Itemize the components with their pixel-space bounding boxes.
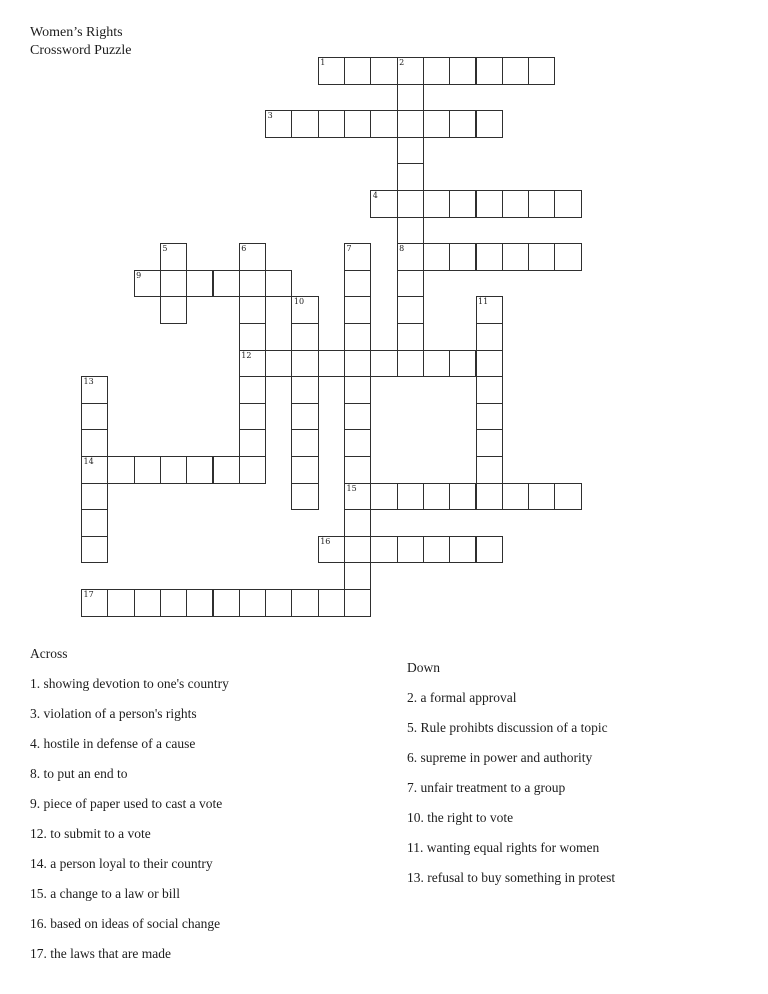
grid-cell-r1c12 — [397, 84, 424, 112]
grid-cell-r0c14 — [449, 57, 476, 85]
grid-cell-r15c4 — [186, 456, 213, 484]
grid-cell-r18c14 — [449, 536, 476, 564]
cell-number-14: 14 — [83, 457, 94, 466]
grid-cell-r7c13 — [423, 243, 450, 271]
across-clue-7: 15. a change to a law or bill — [30, 886, 180, 901]
cell-number-7: 7 — [346, 244, 352, 254]
grid-cell-r8c3 — [160, 270, 187, 298]
grid-cell-r7c3 — [160, 243, 187, 271]
grid-cell-r14c15 — [476, 429, 503, 457]
grid-cell-r10c12 — [397, 323, 424, 351]
grid-cell-r14c0 — [81, 429, 108, 457]
across-clue-8: 16. based on ideas of social change — [30, 916, 221, 931]
grid-cell-r0c12 — [397, 57, 424, 85]
grid-cell-r15c3 — [160, 456, 187, 484]
down-clue-list — [407, 687, 615, 897]
grid-cell-r7c12 — [397, 243, 424, 271]
grid-cell-r12c15 — [476, 376, 503, 404]
grid-cell-r0c15 — [476, 57, 503, 85]
grid-cell-r11c13 — [423, 350, 450, 378]
across-clue-4: 9. piece of paper used to cast a vote — [30, 796, 223, 811]
grid-cell-r12c0 — [81, 376, 108, 404]
grid-cell-r8c2 — [134, 270, 161, 298]
grid-cell-r13c6 — [239, 403, 266, 431]
grid-cell-r15c10 — [344, 456, 371, 484]
grid-cell-r16c18 — [554, 483, 581, 511]
grid-cell-r18c0 — [81, 536, 108, 564]
grid-cell-r15c5 — [213, 456, 240, 484]
grid-cell-r16c15 — [476, 483, 503, 511]
down-clue-0: 2. a formal approval — [407, 690, 517, 705]
grid-cell-r9c15 — [476, 296, 503, 324]
cell-number-3: 3 — [267, 111, 273, 121]
grid-cell-r17c10 — [344, 509, 371, 537]
grid-cell-r10c8 — [291, 323, 318, 351]
grid-cell-r16c12 — [397, 483, 424, 511]
grid-cell-r12c8 — [291, 376, 318, 404]
cell-number-1: 1 — [320, 58, 326, 67]
grid-cell-r0c10 — [344, 57, 371, 85]
cell-number-16: 16 — [320, 536, 331, 546]
grid-cell-r20c5 — [213, 589, 240, 617]
grid-cell-r15c15 — [476, 456, 503, 484]
grid-cell-r14c6 — [239, 429, 266, 457]
down-clues-section — [407, 657, 615, 897]
grid-cell-r16c14 — [449, 483, 476, 511]
grid-cell-r2c10 — [344, 110, 371, 138]
grid-cell-r20c8 — [291, 589, 318, 617]
cell-number-5: 5 — [162, 244, 168, 254]
grid-cell-r5c12 — [397, 190, 424, 218]
grid-cell-r13c8 — [291, 403, 318, 431]
across-clue-1: 3. violation of a person's rights — [30, 706, 197, 721]
grid-cell-r9c3 — [160, 296, 187, 324]
grid-cell-r7c17 — [528, 243, 555, 271]
grid-cell-r0c17 — [528, 57, 555, 85]
grid-cell-r0c13 — [423, 57, 450, 85]
down-heading: Down — [407, 660, 440, 675]
grid-cell-r5c11 — [370, 190, 397, 218]
grid-cell-r7c15 — [476, 243, 503, 271]
across-clue-2: 4. hostile in defense of a cause — [30, 736, 196, 751]
grid-cell-r11c12 — [397, 350, 424, 378]
grid-cell-r10c15 — [476, 323, 503, 351]
grid-cell-r20c7 — [265, 589, 292, 617]
grid-cell-r7c14 — [449, 243, 476, 271]
across-clue-6: 14. a person loyal to their country — [30, 856, 213, 871]
grid-cell-r5c13 — [423, 190, 450, 218]
grid-cell-r13c0 — [81, 403, 108, 431]
grid-cell-r20c2 — [134, 589, 161, 617]
grid-cell-r16c17 — [528, 483, 555, 511]
grid-cell-r18c11 — [370, 536, 397, 564]
grid-cell-r3c12 — [397, 137, 424, 165]
grid-cell-r18c15 — [476, 536, 503, 564]
grid-cell-r7c10 — [344, 243, 371, 271]
grid-cell-r20c0 — [81, 589, 108, 617]
cell-number-17: 17 — [83, 590, 94, 599]
down-clue-2: 6. supreme in power and authority — [407, 750, 593, 765]
down-clue-1: 5. Rule prohibts discussion of a topic — [407, 720, 608, 735]
grid-cell-r16c10 — [344, 483, 371, 511]
grid-cell-r12c6 — [239, 376, 266, 404]
grid-cell-r20c9 — [318, 589, 345, 617]
grid-cell-r18c13 — [423, 536, 450, 564]
grid-cell-r15c0 — [81, 456, 108, 484]
grid-cell-r9c12 — [397, 296, 424, 324]
puzzle-title-line1: Women’s Rights — [30, 25, 123, 40]
grid-cell-r11c11 — [370, 350, 397, 378]
grid-cell-r2c15 — [476, 110, 503, 138]
grid-cell-r11c15 — [476, 350, 503, 378]
grid-cell-r0c9 — [318, 57, 345, 85]
grid-cell-r20c10 — [344, 589, 371, 617]
grid-cell-r8c4 — [186, 270, 213, 298]
down-clue-5: 11. wanting equal rights for women — [407, 840, 600, 855]
grid-cell-r8c6 — [239, 270, 266, 298]
grid-cell-r16c16 — [502, 483, 529, 511]
grid-cell-r14c10 — [344, 429, 371, 457]
grid-cell-r7c16 — [502, 243, 529, 271]
down-clue-3: 7. unfair treatment to a group — [407, 780, 566, 795]
grid-cell-r15c8 — [291, 456, 318, 484]
cell-number-13: 13 — [83, 377, 94, 387]
grid-cell-r12c10 — [344, 376, 371, 404]
across-clue-9: 17. the laws that are made — [30, 946, 171, 961]
grid-cell-r9c6 — [239, 296, 266, 324]
grid-cell-r11c6 — [239, 350, 266, 378]
grid-cell-r6c12 — [397, 217, 424, 245]
grid-cell-r11c7 — [265, 350, 292, 378]
grid-cell-r18c9 — [318, 536, 345, 564]
across-clue-list — [30, 673, 229, 973]
cell-number-9: 9 — [136, 270, 142, 280]
grid-cell-r0c16 — [502, 57, 529, 85]
grid-cell-r5c18 — [554, 190, 581, 218]
grid-cell-r16c8 — [291, 483, 318, 511]
across-heading: Across — [30, 646, 68, 661]
grid-cell-r2c13 — [423, 110, 450, 138]
grid-cell-r20c6 — [239, 589, 266, 617]
grid-cell-r14c8 — [291, 429, 318, 457]
grid-cell-r8c5 — [213, 270, 240, 298]
grid-cell-r5c14 — [449, 190, 476, 218]
grid-cell-r13c10 — [344, 403, 371, 431]
grid-cell-r9c10 — [344, 296, 371, 324]
across-clue-0: 1. showing devotion to one's country — [30, 676, 229, 691]
grid-cell-r2c14 — [449, 110, 476, 138]
grid-cell-r18c10 — [344, 536, 371, 564]
grid-cell-r11c9 — [318, 350, 345, 378]
grid-cell-r20c3 — [160, 589, 187, 617]
cell-number-10: 10 — [293, 297, 305, 307]
grid-cell-r15c1 — [107, 456, 134, 484]
grid-cell-r10c10 — [344, 323, 371, 351]
grid-cell-r20c4 — [186, 589, 213, 617]
grid-cell-r20c1 — [107, 589, 134, 617]
grid-cell-r18c12 — [397, 536, 424, 564]
down-clue-6: 13. refusal to buy something in protest — [407, 870, 616, 885]
grid-cell-r16c11 — [370, 483, 397, 511]
grid-cell-r16c13 — [423, 483, 450, 511]
grid-cell-r2c7 — [265, 110, 292, 138]
across-clue-3: 8. to put an end to — [30, 766, 128, 781]
grid-cell-r5c16 — [502, 190, 529, 218]
cell-number-11: 11 — [478, 297, 489, 307]
grid-cell-r2c8 — [291, 110, 318, 138]
cell-number-2: 2 — [399, 58, 405, 67]
grid-cell-r8c12 — [397, 270, 424, 298]
across-clues-section — [30, 643, 229, 973]
puzzle-title — [30, 24, 132, 59]
across-clue-5: 12. to submit to a vote — [30, 826, 151, 841]
grid-cell-r7c6 — [239, 243, 266, 271]
grid-cell-r5c15 — [476, 190, 503, 218]
grid-cell-r9c8 — [291, 296, 318, 324]
grid-cell-r16c0 — [81, 483, 108, 511]
cell-number-15: 15 — [346, 483, 357, 493]
grid-cell-r7c18 — [554, 243, 581, 271]
grid-cell-r11c8 — [291, 350, 318, 378]
grid-cell-r15c6 — [239, 456, 266, 484]
grid-cell-r8c10 — [344, 270, 371, 298]
grid-cell-r19c10 — [344, 562, 371, 590]
grid-cell-r17c0 — [81, 509, 108, 537]
grid-cell-r8c7 — [265, 270, 292, 298]
grid-cell-r2c9 — [318, 110, 345, 138]
grid-cell-r11c10 — [344, 350, 371, 378]
grid-cell-r10c6 — [239, 323, 266, 351]
grid-cell-r2c12 — [397, 110, 424, 138]
grid-cell-r4c12 — [397, 163, 424, 191]
grid-cell-r0c11 — [370, 57, 397, 85]
cell-number-12: 12 — [241, 350, 252, 360]
grid-cell-r5c17 — [528, 190, 555, 218]
crossword-grid — [81, 57, 582, 617]
puzzle-title-line2: Crossword Puzzle — [30, 42, 132, 58]
grid-cell-r13c15 — [476, 403, 503, 431]
grid-cell-r11c14 — [449, 350, 476, 378]
grid-cell-r15c2 — [134, 456, 161, 484]
down-clue-4: 10. the right to vote — [407, 810, 514, 825]
cell-number-8: 8 — [399, 244, 405, 254]
cell-number-6: 6 — [241, 244, 247, 254]
grid-cell-r2c11 — [370, 110, 397, 138]
cell-number-4: 4 — [372, 191, 378, 200]
